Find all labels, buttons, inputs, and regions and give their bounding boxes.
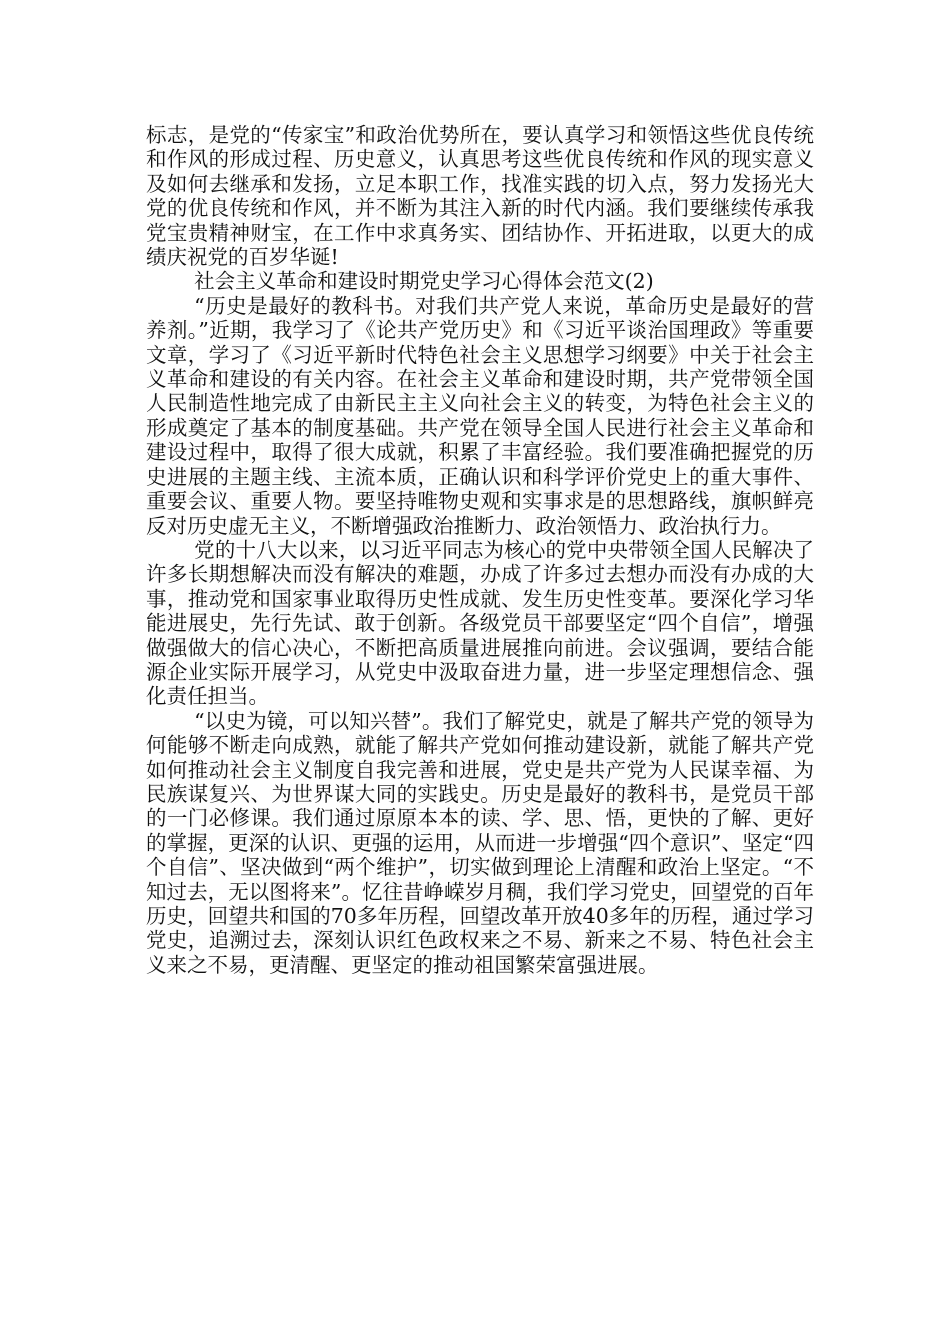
paragraph: “以史为镜，可以知兴替”。我们了解党史，就是了解共产党的领导为何能够不断走向成熟，就能了解共产党如何推动建设新，就能了解共产党如何推动社会主义制度自我完善和进展，党史是共产党为人民谋幸福、为民族谋复兴、为世界谋大同的实践史。历史是最好的教科书，是党员干部的一门必修课。我们通过原原本本的读、学、思、悟，更快的了解、更好的掌握，更深的认识、更强的运用，从而进一步增强“四个意识”、坚定“四个自信”、坚决做到“两个维护”，切实做到理论上清醒和政治上坚定。“不知过去，无以图将来”。忆往昔峥嵘岁月稠，我们学习党史，回望党的百年历史，回望共和国的70多年历程，回望改革开放40多年的历程，通过学习党史，追溯过去，深刻认识红色政权来之不易、新来之不易、特色社会主义来之不易，更清醒、更坚定的推动祖国繁荣富强进展。 (146, 708, 814, 977)
paragraph: 党的十八大以来，以习近平同志为核心的党中央带领全国人民解决了许多长期想解决而没有解决的难题，办成了许多过去想办而没有办成的大事，推动党和国家事业取得历史性成就、发生历史性变革。要深化学习华能进展史，先行先试、敢于创新。各级党员干部要坚定“四个自信”，增强做强做大的信心决心，不断把高质量进展推向前进。会议强调，要结合能源企业实际开展学习，从党史中汲取奋进力量，进一步坚定理想信念、强化责任担当。 (146, 537, 814, 709)
paragraph-continuation: 标志，是党的“传家宝”和政治优势所在，要认真学习和领悟这些优良传统和作风的形成过程、历史意义，认真思考这些优良传统和作风的现实意义及如何去继承和发扬，立足本职工作，找准实践的切入点，努力发扬光大党的优良传统和作风，并不断为其注入新的时代内涵。我们要继续传承我党宝贵精神财宝，在工作中求真务实、团结协作、开拓进取，以更大的成绩庆祝党的百岁华诞! (146, 123, 814, 270)
paragraph: “历史是最好的教科书。对我们共产党人来说，革命历史是最好的营养剂。”近期，我学习了《论共产党历史》和《习近平谈治国理政》等重要文章，学习了《习近平新时代特色社会主义思想学习纲要》中关于社会主义革命和建设的有关内容。在社会主义革命和建设时期，共产党带领全国人民制造性地完成了由新民主主义向社会主义的转变，为特色社会主义的形成奠定了基本的制度基础。共产党在领导全国人民进行社会主义革命和建设过程中，取得了很大成就，积累了丰富经验。我们要准确把握党的历史进展的主题主线、主流本质，正确认识和科学评价党史上的重大事件、重要会议、重要人物。要坚持唯物史观和实事求是的思想路线，旗帜鲜亮反对历史虚无主义，不断增强政治推断力、政治领悟力、政治执行力。 (146, 293, 814, 538)
section-heading: 社会主义革命和建设时期党史学习心得体会范文(2) (194, 269, 654, 294)
document-body (146, 123, 814, 977)
